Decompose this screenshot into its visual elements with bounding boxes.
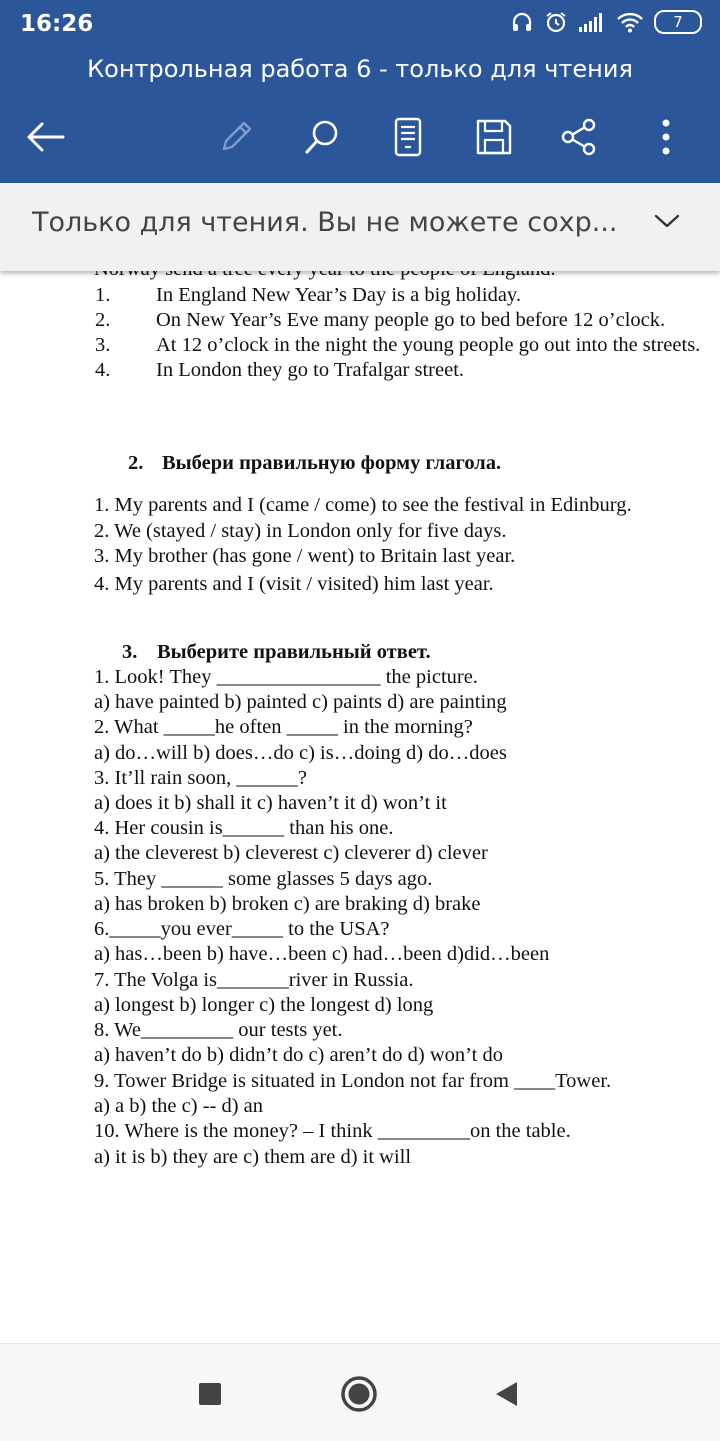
answer-line: a) have painted b) painted c) paints d) are painting [94,691,507,713]
back-arrow-icon[interactable] [14,105,78,169]
app-bar [0,0,720,183]
home-icon[interactable] [337,1372,381,1416]
recent-apps-icon[interactable] [188,1372,232,1416]
chevron-down-icon[interactable] [654,213,680,234]
document-title: Контрольная работа 6 - только для чтения [87,55,633,83]
question-line: 5. They ______ some glasses 5 days ago. [94,868,433,890]
wifi-icon [616,11,644,33]
read-only-banner[interactable] [0,183,720,271]
read-only-message: Только для чтения. Вы не можете сохр... [32,207,618,238]
exercise-line: 2. We (stayed / stay) in London only for five days. [94,520,507,542]
back-icon[interactable] [484,1372,528,1416]
exercise-line: 4. My parents and I (visit / visited) him last year. [94,573,494,595]
question-line: 6._____you ever_____ to the USA? [94,918,390,940]
answer-line: a) do…will b) does…do c) is…doing d) do…does [94,742,507,764]
answer-line: a) a b) the c) -- d) an [94,1095,264,1117]
exercise-line: 3. My brother (has gone / went) to Britain last year. [94,545,516,567]
answer-line: a) it is b) they are c) them are d) it will [94,1146,412,1168]
search-icon[interactable] [290,105,354,169]
answer-line: a) has broken b) broken c) are braking d) brake [94,893,481,915]
answer-line: a) does it b) shall it c) haven’t it d) won’t it [94,792,447,814]
question-line: 10. Where is the money? – I think _________on the table. [94,1120,571,1142]
edit-pencil-icon[interactable] [204,105,268,169]
answer-line: a) the cleverest b) cleverest c) cleverer d) clever [94,842,488,864]
headphones-icon [510,10,534,34]
battery-icon: 7 [654,10,702,34]
save-icon[interactable] [462,105,526,169]
list-item: On New Year’s Eve many people go to bed before 12 o’clock. [156,309,666,331]
answer-line: a) longest b) longer c) the longest d) long [94,994,434,1016]
question-line: 8. We_________ our tests yet. [94,1019,343,1041]
section2-heading-number: 2. [128,452,144,474]
section3-heading: Выберите правильный ответ. [157,641,431,663]
section3-heading-number: 3. [122,641,138,663]
share-icon[interactable] [547,105,611,169]
question-line: 7. The Volga is_______river in Russia. [94,969,414,991]
answer-line: a) haven’t do b) didn’t do c) aren’t do d) won’t do [94,1044,503,1066]
system-nav-bar [0,1343,720,1441]
alarm-icon [544,10,568,34]
list-item: In London they go to Trafalgar street. [156,359,465,381]
question-line: 1. Look! They ________________ the picture. [94,666,478,688]
question-line: 3. It’ll rain soon, ______? [94,767,307,789]
status-bar [0,0,720,52]
list-number: 1. [95,284,111,306]
question-line: 2. What _____he often _____ in the morning? [94,716,473,738]
question-line: 9. Tower Bridge is situated in London not far from ____Tower. [94,1070,612,1092]
signal-icon [578,11,606,33]
list-item: In England New Year’s Day is a big holiday. [156,284,521,306]
answer-line: a) has…been b) have…been c) had…been d)did…been [94,943,550,965]
exercise-line: 1. My parents and I (came / come) to see the festival in Edinburg. [94,494,632,516]
toolbar [0,105,720,169]
list-item: At 12 o’clock in the night the young people go out into the streets. [156,334,701,356]
list-number: 3. [95,334,111,356]
more-icon[interactable] [634,105,698,169]
reading-view-icon[interactable] [376,105,440,169]
status-time: 16:26 [20,11,94,37]
section2-heading: Выбери правильную форму глагола. [162,452,502,474]
document-page[interactable] [0,255,720,1340]
status-icons [510,10,702,34]
list-number: 4. [95,359,111,381]
list-number: 2. [95,309,111,331]
question-line: 4. Her cousin is______ than his one. [94,817,394,839]
